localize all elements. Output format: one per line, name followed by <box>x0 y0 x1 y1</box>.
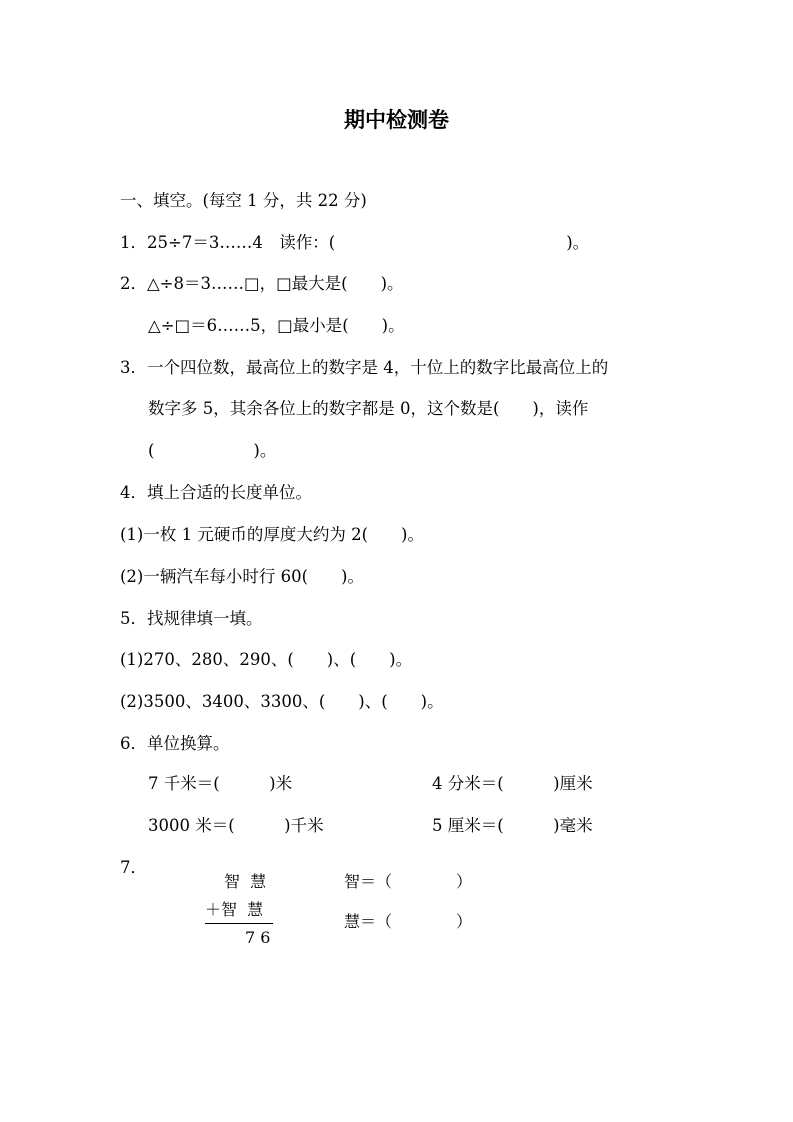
question-5: 5．找规律填一填。 <box>120 609 263 628</box>
unit-conversion-4: 5 厘米＝( )毫米 <box>432 816 593 835</box>
question-4-part-2: (2)一辆汽车每小时行 60( )。 <box>120 567 364 586</box>
answer-zhi: 智＝（ ） <box>344 872 473 891</box>
question-3-line-2: 数字多 5，其余各位上的数字都是 0，这个数是( )，读作 <box>148 399 589 418</box>
page-title: 期中检测卷 <box>344 108 449 132</box>
unit-conversion-3: 3000 米＝( )千米 <box>148 816 324 835</box>
question-2-line-1: 2．△÷8＝3……□，□最大是( )。 <box>120 274 404 293</box>
question-2-line-2: △÷□＝6……5，□最小是( )。 <box>148 316 405 335</box>
addition-addend-1: 智 慧 <box>224 872 267 891</box>
unit-conversion-1: 7 千米＝( )米 <box>148 774 293 793</box>
question-7: 7． <box>120 858 147 877</box>
section-heading: 一、填空。(每空 1 分，共 22 分) <box>120 191 367 210</box>
answer-hui: 慧＝（ ） <box>344 912 473 931</box>
question-5-part-1: (1)270、280、290、( )、( )。 <box>120 650 413 669</box>
question-1: 1．25÷7＝3……4 读作：( )。 <box>120 233 590 252</box>
question-3-line-3: ( )。 <box>148 441 277 460</box>
question-6: 6．单位换算。 <box>120 734 230 753</box>
question-4-part-1: (1)一枚 1 元硬币的厚度大约为 2( )。 <box>120 525 424 544</box>
question-4: 4．填上合适的长度单位。 <box>120 483 312 502</box>
addition-sum: 7 6 <box>245 928 271 947</box>
question-3-line-1: 3．一个四位数，最高位上的数字是 4，十位上的数字比最高位上的 <box>120 358 609 377</box>
addition-addend-2: ＋智 慧 <box>205 900 264 919</box>
addition-rule <box>205 923 273 924</box>
unit-conversion-2: 4 分米＝( )厘米 <box>432 774 593 793</box>
question-5-part-2: (2)3500、3400、3300、( )、( )。 <box>120 692 444 711</box>
